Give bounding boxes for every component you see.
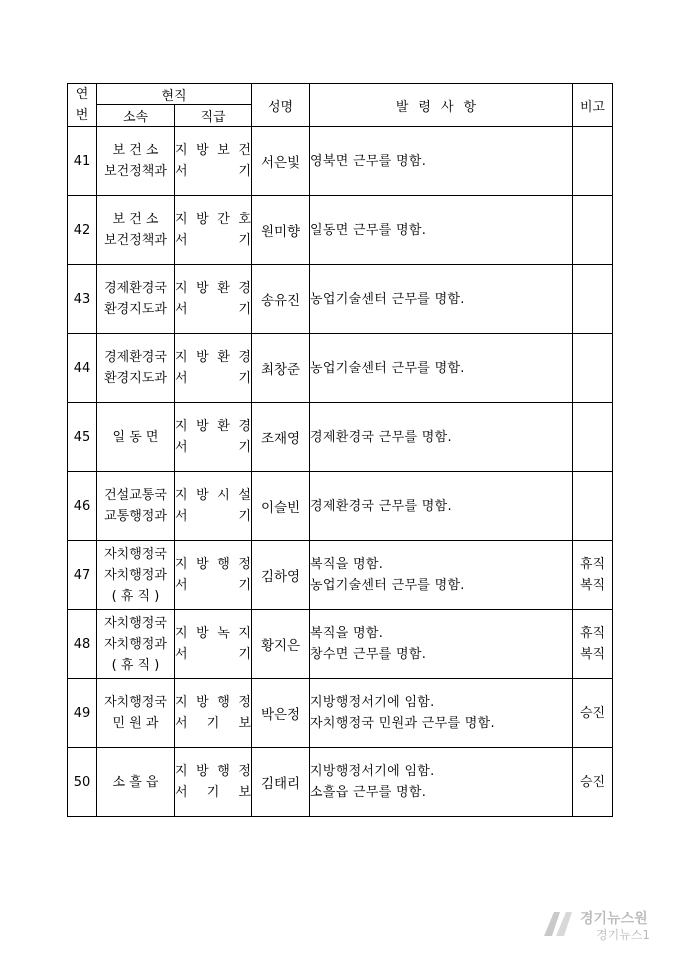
affiliation-line: 보건정책과 [104,164,167,179]
news-watermark-logo [540,906,670,946]
row-affiliation [97,610,175,679]
row-order [310,610,573,679]
gnt-logo-icon [540,906,576,942]
rank-line: 서 기 [175,440,251,455]
row-person-name: 조재영 [252,403,310,472]
table-row [68,334,613,403]
note-line: 승진 [579,705,606,721]
table-row [68,679,613,748]
affiliation-line: 환경지도과 [104,371,167,386]
row-affiliation [97,127,175,196]
row-rank [175,127,252,196]
row-note [573,265,613,334]
order-line: 농업기술센터 근무를 명함. [310,360,465,376]
personnel-order-table [67,83,613,817]
note-line: 복직 [579,647,606,662]
table-row [68,748,613,817]
row-rank [175,265,252,334]
rank-line: 서 기 보 [175,785,251,800]
affiliation-line: ( 휴 직 ) [111,657,160,673]
affiliation-line: 자치행정국 [104,615,167,631]
row-affiliation [97,334,175,403]
rank-line: 지 방 행 정 [175,557,251,572]
affiliation-line: 환경지도과 [104,302,167,317]
row-person-name: 이슬빈 [252,472,310,541]
affiliation-line: 건설교통국 [104,488,167,503]
watermark-sub: 경기뉴스1 [596,928,651,942]
row-rank [175,472,252,541]
row-note [573,472,613,541]
rank-line: 지 방 환 경 [175,419,251,434]
order-line: 창수면 근무를 명함. [310,647,427,662]
order-line: 지방행정서기에 임함. [310,764,435,779]
row-affiliation [97,403,175,472]
order-line: 농업기술센터 근무를 명함. [310,291,465,307]
rank-line: 서 기 [175,647,251,662]
row-affiliation [97,541,175,610]
row-number: 50 [68,748,97,817]
order-line: 경제환경국 근무를 명함. [310,498,452,514]
affiliation-line: ( 휴 직 ) [111,588,160,604]
order-line: 자치행정국 민원과 근무를 명함. [310,716,495,731]
row-person-name: 김태리 [252,748,310,817]
affiliation-line: 교통행정과 [104,509,167,524]
rank-line: 지 방 행 정 [175,695,251,710]
row-order [310,334,573,403]
row-person-name: 황지은 [252,610,310,679]
rank-line: 지 방 녹 지 [175,626,251,641]
row-affiliation [97,265,175,334]
table-row [68,541,613,610]
row-person-name: 서은빛 [252,127,310,196]
row-number: 48 [68,610,97,679]
header-number: 연 번 [68,84,97,127]
row-number: 47 [68,541,97,610]
row-affiliation [97,196,175,265]
row-number: 43 [68,265,97,334]
row-person-name: 원미향 [252,196,310,265]
rank-line: 서 기 [175,509,251,524]
order-line: 지방행정서기에 임함. [310,695,435,710]
rank-line: 지 방 환 경 [175,281,251,296]
order-line: 영북면 근무를 명함. [310,153,427,169]
order-line: 복직을 명함. [310,626,384,641]
row-order [310,127,573,196]
rank-line: 서 기 [175,371,251,386]
order-line: 경제환경국 근무를 명함. [310,429,452,445]
row-person-name: 송유진 [252,265,310,334]
affiliation-line: 보 건 소 [112,212,159,227]
row-order [310,541,573,610]
header-rank: 직급 [175,105,252,127]
row-note [573,748,613,817]
table-row [68,265,613,334]
table-row [68,610,613,679]
affiliation-line: 경제환경국 [104,281,167,296]
affiliation-line: 자치행정국 [104,695,167,710]
note-line: 승진 [579,774,606,790]
row-note [573,334,613,403]
header-name: 성명 [252,84,310,127]
row-order [310,748,573,817]
affiliation-line: 소 흘 읍 [112,774,159,790]
row-note [573,403,613,472]
row-order [310,196,573,265]
table-row [68,196,613,265]
table-row [68,127,613,196]
rank-line: 지 방 시 설 [175,488,251,503]
row-order [310,472,573,541]
row-affiliation [97,472,175,541]
row-rank [175,334,252,403]
row-rank [175,610,252,679]
row-number: 49 [68,679,97,748]
rank-line: 서 기 [175,164,251,179]
rank-line: 서 기 [175,302,251,317]
row-order [310,265,573,334]
row-affiliation [97,748,175,817]
affiliation-line: 자치행정국 [104,546,167,562]
affiliation-line: 자치행정과 [104,567,167,583]
row-rank [175,679,252,748]
order-line: 소흘읍 근무를 명함. [310,785,427,800]
rank-line: 지 방 간 호 [175,212,251,227]
row-order [310,679,573,748]
row-number: 42 [68,196,97,265]
row-rank [175,196,252,265]
rank-line: 서 기 [175,578,251,593]
note-line: 휴직 [579,557,606,572]
row-note [573,127,613,196]
row-person-name: 최창준 [252,334,310,403]
row-note [573,679,613,748]
note-line: 복직 [579,578,606,593]
affiliation-line: 보 건 소 [112,143,159,158]
row-number: 44 [68,334,97,403]
row-note [573,610,613,679]
row-affiliation [97,679,175,748]
rank-line: 지 방 환 경 [175,350,251,365]
row-rank [175,403,252,472]
row-person-name: 박은정 [252,679,310,748]
row-rank [175,748,252,817]
rank-line: 서 기 [175,233,251,248]
table-row [68,403,613,472]
affiliation-line: 보건정책과 [104,233,167,248]
row-order [310,403,573,472]
row-note [573,541,613,610]
header-affiliation: 소속 [97,105,175,127]
row-person-name: 김하영 [252,541,310,610]
rank-line: 지 방 행 정 [175,764,251,779]
order-line: 일동면 근무를 명함. [310,222,427,238]
order-line: 농업기술센터 근무를 명함. [310,578,465,593]
row-number: 45 [68,403,97,472]
note-line: 휴직 [579,626,606,641]
row-number: 41 [68,127,97,196]
header-note: 비고 [573,84,613,127]
affiliation-line: 일 동 면 [112,429,159,445]
rank-line: 서 기 보 [175,716,251,731]
table-row [68,472,613,541]
header-current-position: 현직 [97,84,252,105]
watermark-name: 경기뉴스원 [580,911,648,927]
row-note [573,196,613,265]
affiliation-line: 자치행정과 [104,636,167,652]
row-number: 46 [68,472,97,541]
order-line: 복직을 명함. [310,557,384,572]
affiliation-line: 경제환경국 [104,350,167,365]
rank-line: 지 방 보 건 [175,143,251,158]
header-order: 발령사항 [310,84,573,127]
affiliation-line: 민 원 과 [112,716,159,731]
row-rank [175,541,252,610]
